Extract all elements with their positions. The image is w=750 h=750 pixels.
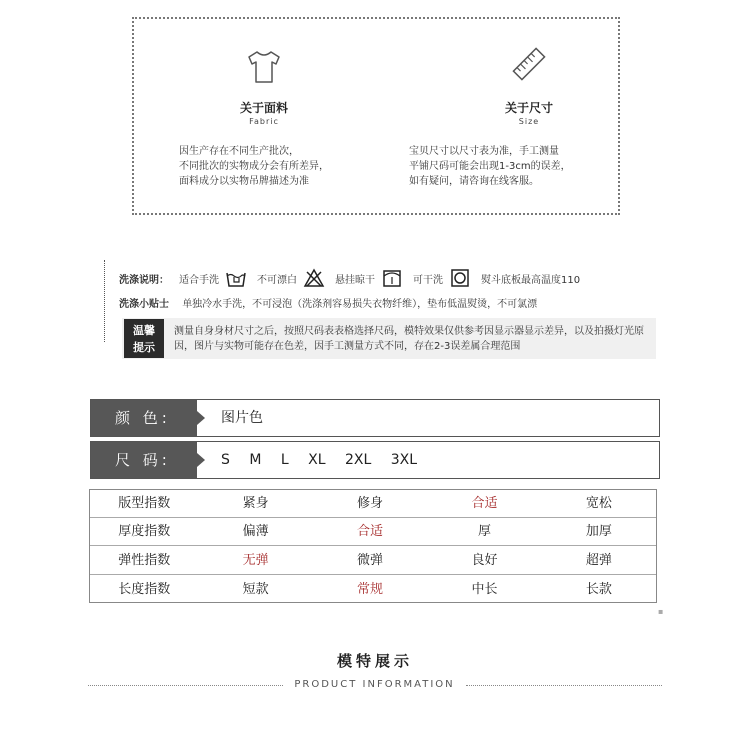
table-row <box>90 547 656 575</box>
arrow-icon <box>197 411 205 425</box>
index-option-selected: 无弹 <box>242 553 269 568</box>
care-item <box>257 268 325 288</box>
dry-clean-icon <box>449 268 471 288</box>
wash-label: 洗涤说明： <box>119 274 169 286</box>
arrow-icon <box>197 453 205 467</box>
size-title: 关于尺寸 <box>504 101 553 115</box>
index-option: 中长 <box>471 582 498 597</box>
hang-dry-icon <box>381 268 403 288</box>
model-display-title: 模特展示 <box>336 652 413 670</box>
fabric-subtitle: Fabric <box>249 117 279 126</box>
badge-line: 温馨 <box>133 324 155 337</box>
index-option: 宽松 <box>585 496 612 511</box>
table-row <box>90 518 656 546</box>
notice-text: 测量自身身材尺寸之后，按照尺码表表格选择尺码，模特效果仅供参考因显示器显示差异，以及拍摄灯光原因，图片与实物可能存在色差，因手工测量方式不同，存在2-3误差属合理范围 <box>174 326 644 352</box>
corner-mark: ▪ <box>658 607 664 616</box>
care-item <box>481 271 580 286</box>
care-section <box>104 260 656 360</box>
index-option: 微弹 <box>357 553 384 568</box>
no-bleach-icon <box>303 268 325 288</box>
size-option: 3XL <box>390 452 418 468</box>
index-name: 长度指数 <box>118 582 171 597</box>
size-line: 宝贝尺寸以尺寸表为准，手工测量 <box>409 146 559 157</box>
notice-badge <box>124 319 164 358</box>
fabric-line: 不同批次的实物成分会有所差异， <box>179 161 329 172</box>
size-option: XL <box>308 452 326 468</box>
size-description <box>409 144 629 189</box>
badge-line: 提示 <box>133 341 155 354</box>
product-information-heading <box>88 678 662 692</box>
size-values <box>221 442 432 478</box>
size-option: L <box>280 452 289 468</box>
size-row <box>90 441 660 479</box>
table-row <box>90 576 656 604</box>
table-row <box>90 490 656 518</box>
index-option: 紧身 <box>242 496 269 511</box>
index-option: 短款 <box>242 582 269 597</box>
wash-instructions <box>119 266 590 290</box>
info-box <box>132 17 620 215</box>
care-item <box>179 268 247 288</box>
index-option-selected: 常规 <box>357 582 384 597</box>
care-item-label: 适合手洗 <box>179 274 219 286</box>
index-option: 长款 <box>585 582 612 597</box>
index-table <box>89 489 657 603</box>
product-information-text: PRODUCT INFORMATION <box>294 679 455 690</box>
size-line: 如有疑问，请咨询在线客服。 <box>409 176 539 187</box>
index-option-selected: 合适 <box>471 496 498 511</box>
index-name: 弹性指数 <box>118 553 171 568</box>
index-option: 厚 <box>477 524 491 539</box>
fabric-line: 因生产存在不同生产批次， <box>179 146 299 157</box>
index-option: 偏薄 <box>242 524 269 539</box>
care-item-label: 悬挂晾干 <box>335 274 375 286</box>
size-option: M <box>249 452 262 468</box>
index-option: 加厚 <box>585 524 612 539</box>
fabric-line: 面料成分以实物吊牌描述为准 <box>179 176 309 187</box>
size-option: 2XL <box>345 452 372 468</box>
wash-tips-label: 洗涤小贴士 <box>119 299 169 310</box>
size-line: 平铺尺码可能会出现1-3cm的误差， <box>409 161 571 172</box>
size-option: S <box>221 452 230 468</box>
index-option: 修身 <box>357 496 384 511</box>
care-item-label: 不可漂白 <box>257 274 297 286</box>
index-name: 版型指数 <box>118 496 171 511</box>
color-row <box>90 399 660 437</box>
size-label: 尺 码: <box>91 442 197 478</box>
wash-tips-text: 单独冷水手洗，不可浸泡（洗涤剂容易损失衣物纤维），垫布低温熨烫，不可氯漂 <box>182 299 538 310</box>
divider <box>466 685 662 686</box>
index-option: 超弹 <box>585 553 612 568</box>
color-value: 图片色 <box>221 410 263 426</box>
size-subtitle: Size <box>518 117 540 126</box>
hand-wash-icon <box>225 268 247 288</box>
care-item-label: 可干洗 <box>413 274 443 286</box>
color-label: 颜 色: <box>91 400 197 436</box>
wash-tips <box>119 295 537 310</box>
care-item <box>413 268 471 288</box>
care-item <box>335 268 403 288</box>
fabric-description <box>179 144 379 189</box>
divider <box>88 685 283 686</box>
divider <box>104 260 105 342</box>
care-item-label: 熨斗底板最高温度110 <box>481 274 581 286</box>
index-option: 良好 <box>471 553 498 568</box>
fabric-title: 关于面料 <box>239 101 288 115</box>
tshirt-icon <box>244 47 284 87</box>
index-name: 厚度指数 <box>118 524 171 539</box>
notice-box <box>122 318 656 359</box>
ruler-icon <box>509 44 549 84</box>
index-option-selected: 合适 <box>357 524 384 539</box>
